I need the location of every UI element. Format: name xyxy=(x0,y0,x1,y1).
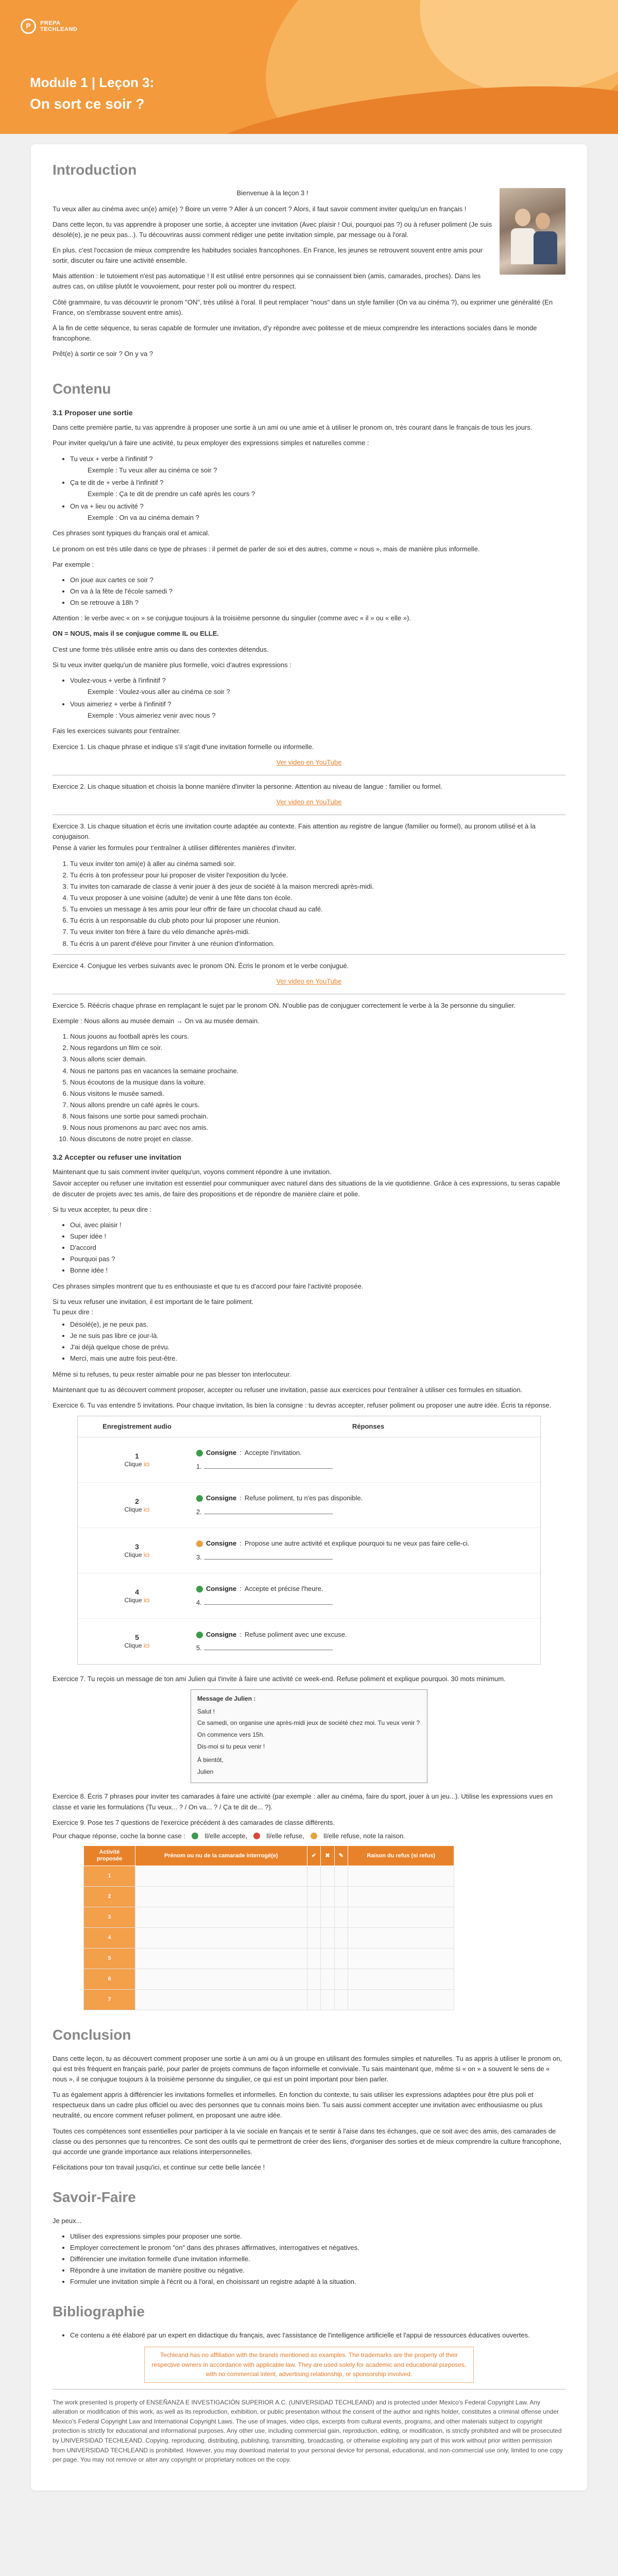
message-line: À bientôt, xyxy=(197,1756,224,1764)
audio-cell xyxy=(78,1633,196,1650)
answer-line[interactable] xyxy=(204,1462,333,1469)
intro-paragraph: À la fin de cette séquence, tu seras capable de formuler une invitation, d'y répondre avec politesse et de mieux comprendre les interactions sociales dans le monde francophone. xyxy=(53,324,537,342)
exercise-list xyxy=(70,1031,565,1144)
row-number: 2 xyxy=(84,1887,135,1907)
paragraph: Dans cette leçon, tu as découvert comment proposer une sortie à un ami ou à un groupe en utilisant des formules simples et naturelles. Tu as appris à utiliser le pronom on, qui est très fréquent en français parlé, pour parler de projets communs de façon informelle et conviviale. Tu sais maintenant que, même si « on » a souvent le sens de « nous », il se conjugue toujours à la troisième personne du singulier, ce qui est un point important pour bien parler. xyxy=(53,2054,562,2083)
paragraph: Si tu veux refuser une invitation, il est important de le faire poliment. xyxy=(53,1297,254,1306)
list-item: 6. Tu écris à un responsable du club photo pour lui proposer une réunion. xyxy=(70,916,565,926)
consigne: Consigne : Refuse poliment avec une excuse. xyxy=(196,1630,525,1640)
message-line: Julien xyxy=(197,1768,214,1775)
paragraph: Toutes ces compétences sont essentielles pour participer à la vie sociale en français et te sentir à l'aise dans tes échanges, que ce soit avec des amis, des camarades de classe ou des personnes que tu rencontres. Ce sont des outils qui te permettront de créer des liens, d'organiser des sorties et de mieux comprendre la culture francophone, qui accorde une grande importance aux relations interpersonnelles. xyxy=(53,2127,562,2156)
classmate-name-cell[interactable] xyxy=(135,1928,307,1948)
consigne-text: Accepte et précise l'heure. xyxy=(244,1585,323,1593)
list-item: 4. Nous ne partons pas en vacances la semaine prochaine. xyxy=(70,1066,565,1076)
list-item: 8. Nous faisons une sortie pour samedi prochain. xyxy=(70,1111,565,1122)
lesson-title xyxy=(30,72,154,115)
list-item: • D'accord xyxy=(70,1243,565,1253)
list-item: 5. Nous écoutons de la musique dans la voiture. xyxy=(70,1077,565,1088)
formal-expression-list xyxy=(70,675,565,721)
list-item: • Vous aimeriez + verbe à l'infinitif ? xyxy=(70,699,565,709)
audio-number: 1 xyxy=(135,1451,139,1460)
clique-label: Clique xyxy=(124,1460,142,1468)
row-number: 1 xyxy=(84,1866,135,1887)
consigne-label: Consigne xyxy=(206,1585,237,1593)
reason-checkbox[interactable] xyxy=(334,1948,348,1969)
julien-message xyxy=(191,1689,427,1783)
paragraph: C'est une forme très utilisée entre amis ou dans des contextes détendus. xyxy=(53,645,269,653)
refusal-reason-cell[interactable] xyxy=(348,1928,454,1948)
consigne-text: Refuse poliment avec une excuse. xyxy=(244,1630,347,1638)
list-item: 10. Nous discutons de notre projet en classe. xyxy=(70,1134,565,1144)
column-header: Activité proposée xyxy=(84,1845,135,1866)
answer-line[interactable] xyxy=(204,1507,333,1514)
response-cell xyxy=(196,1493,540,1517)
section-title: 3.2 Accepter ou refuser une invitation xyxy=(53,1153,181,1161)
accept-checkbox[interactable] xyxy=(307,1990,320,2010)
exercise-list xyxy=(70,859,565,949)
reason-checkbox[interactable] xyxy=(334,1887,348,1907)
paragraph: Ces phrases sont typiques du français oral et amical. xyxy=(53,529,210,537)
consigne-icon xyxy=(196,1540,203,1547)
grammar-rule: ON = NOUS, mais il se conjugue comme IL ou ELLE. xyxy=(53,630,219,638)
paragraph: Par exemple : xyxy=(53,560,94,568)
checkbox-legend xyxy=(53,1831,565,1841)
paragraph: Attention : le verbe avec « on » se conjugue toujours à la troisième personne du singulier (comme avec « il » ou « elle »). xyxy=(53,614,411,622)
list-item: 6. Nous visitons le musée samedi. xyxy=(70,1089,565,1099)
legend-refuse: Il/elle refuse, xyxy=(266,1832,304,1840)
classmate-name-cell[interactable] xyxy=(135,1866,307,1887)
intro-paragraph: Tu veux aller au cinéma avec un(e) ami(e) ? Boire un verre ? Aller à un concert ? Alors, il faut savoir comment inviter quelqu'un en français ! xyxy=(53,205,467,213)
lesson-content xyxy=(31,144,587,2490)
list-item: • Désolé(e), je ne peux pas. xyxy=(70,1319,565,1330)
accept-checkbox[interactable] xyxy=(307,1969,320,1990)
table-row xyxy=(78,1437,540,1483)
audio-number: 2 xyxy=(135,1497,139,1505)
consigne: Consigne : Refuse poliment, tu n'es pas disponible. xyxy=(196,1493,525,1503)
paragraph: Tu as également appris à différencier les invitations formelles et informelles. En fonction du contexte, tu sais utiliser les expressions adaptées pour être plus poli et respectueux dans un cadre plus officiel ou avec des personnes que tu connais moins bien. Tu sais aussi comment accepter une invitation avec enthousiasme ou plus neutralité, ou encore comment refuser poliment, en proposant une autre idée. xyxy=(53,2091,543,2120)
consigne-text: Propose une autre activité et explique pourquoi tu ne veux pas faire celle-ci. xyxy=(244,1539,470,1548)
exercise-instruction: Exercice 2. Lis chaque situation et choisis la bonne manière d'inviter la personne. Attention au niveau de langue : familier ou formel. xyxy=(53,782,442,790)
audio-cell xyxy=(78,1451,196,1469)
list-item: • Je ne suis pas libre ce jour-là. xyxy=(70,1331,565,1341)
answer-field[interactable] xyxy=(196,1552,525,1563)
list-item: • Ce contenu a été élaboré par un expert en didactique du français, avec l'assistance de l'intelligence artificielle et l'appui de ressources éducatives ouvertes. xyxy=(70,2330,565,2341)
audio-cell xyxy=(78,1587,196,1605)
paragraph: Savoir accepter ou refuser une invitation est essentiel pour communiquer avec naturel dans des situations de la vie quotidienne. Grâce à ces expressions, tu seras capable de discuter de projets avec tes amis, de faire des propositions et de répondre de manière claire et polie. xyxy=(53,1179,560,1198)
consigne: Consigne : Propose une autre activité et explique pourquoi tu ne veux pas faire celle-ci. xyxy=(196,1538,525,1549)
list-item: • Ça te dit de + verbe à l'infinitif ? xyxy=(70,478,565,488)
example-text: Exemple : Tu veux aller au cinéma ce soir ? xyxy=(88,466,217,474)
intro-heading: Introduction xyxy=(53,162,137,178)
list-item: 4. Tu veux proposer à une voisine (adulte) de venir à une fête dans ton école. xyxy=(70,893,565,903)
answer-index: 3. xyxy=(196,1553,202,1561)
copyright-notice: The work presented is property of ENSEÑANZA E INVESTIGACIÓN SUPERIOR A.C. (UNIVERSIDAD TECHLEAND) and is protected under Mexico's Federal Copyright Law. Any alteration or modification of this work, as well as its reproduction, exhibition, or public presentation without the consent of the author and rights holder, constitutes a criminal offense under Mexico's Federal Copyright Law and International Copyright Laws. The use of images, video clips, excerpts from cultural events, programs, and other materials subject to copyright protection is strictly for educational and informational purposes. Any other use, including commercial gain, reproduction, editing, or modification, is strictly prohibited and will be prosecuted by UNIVERSIDAD TECHLEAND. Copying, reproducing, distributing, publishing, transmitting, broadcasting, or otherwise exploiting any part of this work without prior written permission from UNIVERSIDAD TECHLEAND is prohibited. However, you may download material to your personal device for personal, educational, and non-commercial use only, limited to one copy per page. You may not remove or alter any copyright or proprietary notices on the copy. xyxy=(53,2398,563,2464)
refuse-checkbox[interactable] xyxy=(321,1948,334,1969)
accept-checkbox[interactable] xyxy=(307,1928,320,1948)
legend-reason: Il/elle refuse, note la raison. xyxy=(323,1832,405,1840)
audio-play-link[interactable] xyxy=(78,1506,196,1514)
classmate-name-cell[interactable] xyxy=(135,1887,307,1907)
column-header: Prénom ou nu de la camarade interrogé(e) xyxy=(135,1845,307,1866)
table-row xyxy=(84,1928,454,1948)
ici-link[interactable]: ici xyxy=(144,1551,150,1558)
refusal-reason-cell[interactable] xyxy=(348,1866,454,1887)
exercise-instruction: Exercice 4. Conjugue les verbes suivants avec le pronom ON. Écris le pronom et le verbe conjugué. xyxy=(53,961,349,970)
answer-field[interactable] xyxy=(196,1462,525,1472)
consigne: Consigne : Accepte l'invitation. xyxy=(196,1448,525,1458)
youtube-link[interactable]: Ver video en YouTube xyxy=(276,758,342,766)
example-text: Exemple : Voulez-vous aller au cinéma ce soir ? xyxy=(88,687,230,696)
audio-number: 4 xyxy=(135,1587,139,1596)
message-line: Dis-moi si tu peux venir ! xyxy=(197,1742,265,1750)
list-item: • Employer correctement le pronom "on" dans des phrases affirmatives, interrogatives et négatives. xyxy=(70,2243,565,2253)
logo-line1: PREPA xyxy=(40,20,61,26)
exercise-hint: Pense à varier les formules pour t'entraîner à utiliser différentes manières d'inviter. xyxy=(53,844,296,852)
table-row xyxy=(78,1528,540,1573)
bibliography-heading: Bibliographie xyxy=(53,2303,145,2320)
table-row xyxy=(84,1948,454,1969)
clique-label: Clique xyxy=(124,1551,142,1558)
list-item: • Bonne idée ! xyxy=(70,1265,565,1276)
section-title: 3.1 Proposer une sortie xyxy=(53,408,133,417)
skills-list xyxy=(70,2231,565,2287)
consigne-icon xyxy=(196,1495,203,1502)
list-item: 5. Tu envoies un message à tes amis pour leur offrir de faire un chocolat chaud au café. xyxy=(70,904,565,914)
row-number: 7 xyxy=(84,1990,135,2010)
paragraph: Maintenant que tu as découvert comment proposer, accepter ou refuser une invitation, passe aux exercices pour t'entraîner à utiliser ces formules en situation. xyxy=(53,1385,523,1394)
example-text: Exemple : Ça te dit de prendre un café après les cours ? xyxy=(88,490,255,498)
paragraph: Même si tu refuses, tu peux rester aimable pour ne pas blesser ton interlocuteur. xyxy=(53,1370,291,1378)
table-row xyxy=(84,1887,454,1907)
list-item: • On va + lieu ou activité ? xyxy=(70,501,565,512)
paragraph: Fais les exercices suivants pour t'entraîner. xyxy=(53,727,181,735)
lesson-module-label: Module 1 | Leçon 3: xyxy=(30,75,154,90)
welcome-text: Bienvenue à la leçon 3 ! xyxy=(236,189,308,197)
consigne-label: Consigne xyxy=(206,1539,237,1548)
list-item: • Répondre à une invitation de manière positive ou négative. xyxy=(70,2265,565,2276)
audio-play-link[interactable] xyxy=(78,1597,196,1605)
response-cell xyxy=(196,1538,540,1562)
exercise-instruction: Exercice 7. Tu reçois un message de ton ami Julien qui t'invite à faire une activité ce week-end. Refuse poliment et explique pourquoi. 30 mots minimum. xyxy=(53,1675,506,1683)
paragraph: Je peux... xyxy=(53,2216,82,2225)
reason-checkbox[interactable] xyxy=(334,1928,348,1948)
pencil-icon xyxy=(311,1833,317,1839)
message-line: Salut ! xyxy=(197,1707,215,1715)
paragraph: Le pronom on est très utile dans ce type de phrases : il permet de parler de soi et des autres, comme « nous », mais de manière plus informelle. xyxy=(53,545,480,553)
audio-number: 3 xyxy=(135,1542,139,1551)
answer-index: 1. xyxy=(196,1462,202,1470)
paragraph: Maintenant que tu sais comment inviter quelqu'un, voyons comment répondre à une invitation. xyxy=(53,1168,332,1176)
response-cell xyxy=(196,1630,540,1653)
answer-index: 5. xyxy=(196,1644,202,1652)
table-row xyxy=(78,1573,540,1619)
audio-play-link[interactable] xyxy=(78,1642,196,1650)
example-text: Exemple : On va au cinéma demain ? xyxy=(88,514,199,522)
classmate-name-cell[interactable] xyxy=(135,1990,307,2010)
list-item: • Merci, mais une autre fois peut-être. xyxy=(70,1353,565,1364)
exercise-instruction: Exercice 1. Lis chaque phrase et indique s'il s'agit d'une invitation formelle ou informelle. xyxy=(53,742,314,751)
answer-field[interactable] xyxy=(196,1507,525,1517)
refusal-reason-cell[interactable] xyxy=(348,1887,454,1907)
cross-icon xyxy=(253,1833,260,1839)
divider xyxy=(53,954,565,955)
list-item: • Différencier une invitation formelle d'une invitation informelle. xyxy=(70,2254,565,2264)
list-item: • Formuler une invitation simple à l'écrit ou à l'oral, en choisissant un registre adapté à la situation. xyxy=(70,2277,565,2287)
reason-checkbox[interactable] xyxy=(334,1990,348,2010)
conclusion-heading: Conclusion xyxy=(53,2027,131,2043)
ici-link[interactable]: ici xyxy=(144,1505,150,1513)
exercise-instruction: Exercice 6. Tu vas entendre 5 invitations. Pour chaque invitation, lis bien la consigne : tu devras accepter, refuser poliment ou proposer une autre idée. Écris ta réponse. xyxy=(53,1401,552,1409)
classmate-name-cell[interactable] xyxy=(135,1948,307,1969)
accept-checkbox[interactable] xyxy=(307,1887,320,1907)
content-heading: Contenu xyxy=(53,381,111,397)
column-header-check: ✔ xyxy=(307,1845,320,1866)
response-cell xyxy=(196,1448,540,1471)
paragraph: Si tu veux accepter, tu peux dire : xyxy=(53,1205,152,1213)
list-item: 2. Tu écris à ton professeur pour lui proposer de visiter l'exposition du lycée. xyxy=(70,870,565,880)
paragraph: Félicitations pour ton travail jusqu'ici, et continue sur cette belle lancée ! xyxy=(53,2163,265,2171)
list-item: 3. Nous allons scier demain. xyxy=(70,1054,565,1064)
refuse-checkbox[interactable] xyxy=(321,1928,334,1948)
list-item: 1. Tu veux inviter ton ami(e) à aller au cinéma samedi soir. xyxy=(70,859,565,869)
intro-paragraph: En plus, c'est l'occasion de mieux comprendre les habitudes sociales francophones. En France, les jeunes se retrouvent souvent entre amis pour sortir, discuter ou faire une activité ensemble. xyxy=(53,246,483,265)
clique-label: Clique xyxy=(124,1642,142,1650)
example-list xyxy=(70,575,565,608)
accept-checkbox[interactable] xyxy=(307,1907,320,1928)
list-item: • Oui, avec plaisir ! xyxy=(70,1220,565,1230)
refuse-checkbox[interactable] xyxy=(321,1907,334,1928)
consigne-icon xyxy=(196,1586,203,1592)
intro-paragraph: Prêt(e) à sortir ce soir ? On y va ? xyxy=(53,350,153,358)
table-row xyxy=(84,1866,454,1887)
reason-checkbox[interactable] xyxy=(334,1907,348,1928)
answer-line[interactable] xyxy=(204,1552,333,1560)
column-header-note: ✎ xyxy=(334,1845,348,1866)
table-row xyxy=(78,1483,540,1528)
exercise-instruction: Exercice 5. Réécris chaque phrase en remplaçant le sujet par le pronom ON. N'oublie pas de conjuguer correctement le verbe à la 3e personne du singulier. xyxy=(53,1001,516,1009)
check-icon xyxy=(192,1833,198,1839)
list-item: • On joue aux cartes ce soir ? xyxy=(70,575,565,585)
table-row xyxy=(84,1907,454,1928)
exercise-instruction: Exercice 3. Lis chaque situation et écris une invitation courte adaptée au contexte. Fais attention au registre de langue (familier ou formel), au pronom utilisé et à la conjugaison. xyxy=(53,822,536,841)
refuse-checkbox[interactable] xyxy=(321,1990,334,2010)
reason-checkbox[interactable] xyxy=(334,1969,348,1990)
refusal-reason-cell[interactable] xyxy=(348,1990,454,2010)
row-number: 6 xyxy=(84,1969,135,1990)
consigne: Consigne : Accepte et précise l'heure. xyxy=(196,1584,525,1594)
ici-link[interactable]: ici xyxy=(144,1596,150,1604)
column-header: Raison du refus (si refus) xyxy=(348,1845,454,1866)
audio-cell xyxy=(78,1542,196,1560)
consigne-label: Consigne xyxy=(206,1449,237,1457)
consigne-label: Consigne xyxy=(206,1630,237,1638)
friends-photo xyxy=(500,188,565,275)
header-banner xyxy=(0,0,618,134)
list-item: 3. Tu invites ton camarade de classe à venir jouer à des jeux de société à la maison mercredi après-midi. xyxy=(70,882,565,892)
answer-index: 2. xyxy=(196,1507,202,1516)
accept-checkbox[interactable] xyxy=(307,1866,320,1887)
table-header xyxy=(78,1416,540,1437)
expression-list xyxy=(70,454,565,523)
row-number: 5 xyxy=(84,1948,135,1969)
exercise-instruction: Exercice 9. Pose tes 7 questions de l'exercice précédent à des camarades de classe différents. xyxy=(53,1818,335,1826)
column-header: Réponses xyxy=(352,1422,385,1430)
savoir-faire-heading: Savoir-Faire xyxy=(53,2189,136,2206)
table-row xyxy=(84,1990,454,2010)
list-item: • On se retrouve à 18h ? xyxy=(70,598,565,608)
message-line: Ce samedi, on organise une après-midi jeux de société chez moi. Tu veux venir ? xyxy=(197,1719,420,1727)
list-item: • On va à la fête de l'école samedi ? xyxy=(70,586,565,597)
row-number: 3 xyxy=(84,1907,135,1928)
accept-list xyxy=(70,1220,565,1276)
message-line: On commence vers 15h. xyxy=(197,1731,265,1739)
audio-exercise-table xyxy=(77,1416,541,1665)
refusal-reason-cell[interactable] xyxy=(348,1907,454,1928)
trademark-note: Techleand has no affiliation with the brands mentioned as examples. The trademarks are the property of their respective owners in accordance with applicable law. They are used solely for academic and educational purposes, with no commercial intent, advertising relationship, or sponsorship involved. xyxy=(144,2347,474,2383)
paragraph: Pour inviter quelqu'un à faire une activité, tu peux employer des expressions simples et naturelles comme : xyxy=(53,439,369,447)
message-label: Message de Julien : xyxy=(197,1695,256,1703)
refuse-checkbox[interactable] xyxy=(321,1866,334,1887)
consigne-text: Accepte l'invitation. xyxy=(244,1449,302,1457)
consigne-icon xyxy=(196,1450,203,1456)
intro-paragraph: Dans cette leçon, tu vas apprendre à proposer une sortie, à accepter une invitation (Avec plaisir ! Oui, pourquoi pas ?) ou à refuser poliment (Je suis désolé(e), je ne peux pas...). Tu découvriras aussi comment rédiger une petite invitation simple, par message ou à l'oral. xyxy=(53,220,492,239)
answer-index: 4. xyxy=(196,1598,202,1606)
audio-cell xyxy=(78,1497,196,1514)
list-item: • Utiliser des expressions simples pour proposer une sortie. xyxy=(70,2231,565,2242)
consigne-icon xyxy=(196,1632,203,1638)
paragraph: Tu peux dire : xyxy=(53,1308,94,1316)
bibliography-list xyxy=(70,2330,565,2341)
answer-line[interactable] xyxy=(204,1598,333,1605)
column-header: Enregistrement audio xyxy=(102,1422,171,1430)
list-item: 2. Nous regardons un film ce soir. xyxy=(70,1043,565,1053)
answer-line[interactable] xyxy=(204,1643,333,1650)
list-item: • Voulez-vous + verbe à l'infinitif ? xyxy=(70,675,565,686)
audio-number: 5 xyxy=(135,1633,139,1642)
list-item: 1. Nous jouons au football après les cours. xyxy=(70,1031,565,1042)
youtube-link[interactable]: Ver video en YouTube xyxy=(276,798,342,806)
exercise-instruction: Exercice 8. Écris 7 phrases pour inviter tes camarades à faire une activité (par exemple : aller au cinéma, faire du sport, jouer à un jeu...). Utilise les expressions vues en classe et varie les formulations (Tu veux... ? / On va... ? / Ça te dit de... ?). xyxy=(53,1792,553,1811)
clique-label: Clique xyxy=(124,1505,142,1513)
intro-paragraph: Côté grammaire, tu vas découvrir le pronom "ON", très utilisé à l'oral. Il peut remplacer "nous" dans un style familier (On va au cinéma ?), ou exprimer une généralité (En France, on s'embrasse souvent entre amis). xyxy=(53,298,553,316)
survey-table xyxy=(83,1845,454,2010)
refuse-list xyxy=(70,1319,565,1364)
ici-link[interactable]: ici xyxy=(144,1460,150,1468)
audio-play-link[interactable] xyxy=(78,1461,196,1469)
answer-field[interactable] xyxy=(196,1643,525,1653)
list-item: 7. Nous allons prendre un café après le cours. xyxy=(70,1100,565,1110)
row-number: 4 xyxy=(84,1928,135,1948)
brand-logo xyxy=(21,19,77,34)
clique-label: Clique xyxy=(124,1596,142,1604)
intro-paragraph: Mais attention : le tutoiement n'est pas automatique ! Il est utilisé entre personnes qui se connaissent bien (amis, camarades, proches). Dans les autres cas, on utilise plutôt le vouvoiement, pour rester poli ou montrer du respect. xyxy=(53,272,481,291)
legend-accept: Il/elle accepte, xyxy=(204,1832,248,1840)
lesson-name: On sort ce soir ? xyxy=(30,96,145,112)
exercise-example: Exemple : Nous allons au musée demain → On va au musée demain. xyxy=(53,1017,260,1025)
legend-intro: Pour chaque réponse, coche la bonne case : xyxy=(53,1832,186,1840)
list-item: • Tu veux + verbe à l'infinitif ? xyxy=(70,454,565,464)
list-item: • J'ai déjà quelque chose de prévu. xyxy=(70,1342,565,1352)
table-row xyxy=(84,1969,454,1990)
logo-line2: TECHLEAND xyxy=(40,26,78,32)
youtube-link[interactable]: Ver video en YouTube xyxy=(276,977,342,985)
refusal-reason-cell[interactable] xyxy=(348,1969,454,1990)
logo-icon: P xyxy=(21,19,36,34)
audio-play-link[interactable] xyxy=(78,1551,196,1560)
response-cell xyxy=(196,1584,540,1607)
list-item: 8. Tu écris à un parent d'élève pour l'inviter à une réunion d'information. xyxy=(70,939,565,949)
accept-checkbox[interactable] xyxy=(307,1948,320,1969)
classmate-name-cell[interactable] xyxy=(135,1969,307,1990)
list-item: • Super idée ! xyxy=(70,1231,565,1242)
list-item: 9. Nous nous promenons au parc avec nos amis. xyxy=(70,1123,565,1133)
table-row xyxy=(78,1619,540,1664)
consigne-label: Consigne xyxy=(206,1494,237,1502)
paragraph: Dans cette première partie, tu vas apprendre à proposer une sortie à un ami ou une amie et à utiliser le pronom on, très courant dans le français de tous les jours. xyxy=(53,423,533,432)
classmate-name-cell[interactable] xyxy=(135,1907,307,1928)
refusal-reason-cell[interactable] xyxy=(348,1948,454,1969)
paragraph: Si tu veux inviter quelqu'un de manière plus formelle, voici d'autres expressions : xyxy=(53,660,291,669)
column-header-cross: ✖ xyxy=(321,1845,334,1866)
example-text: Exemple : Vous aimeriez venir avec nous ? xyxy=(88,711,216,720)
reason-checkbox[interactable] xyxy=(334,1866,348,1887)
ici-link[interactable]: ici xyxy=(144,1642,150,1650)
list-item: • Pourquoi pas ? xyxy=(70,1254,565,1264)
paragraph: Ces phrases simples montrent que tu es enthousiaste et que tu es d'accord pour faire l'activité proposée. xyxy=(53,1282,364,1290)
refuse-checkbox[interactable] xyxy=(321,1969,334,1990)
refuse-checkbox[interactable] xyxy=(321,1887,334,1907)
list-item: 7. Tu veux inviter ton frère à faire du vélo dimanche après-midi. xyxy=(70,927,565,937)
answer-field[interactable] xyxy=(196,1598,525,1608)
consigne-text: Refuse poliment, tu n'es pas disponible. xyxy=(244,1494,363,1502)
